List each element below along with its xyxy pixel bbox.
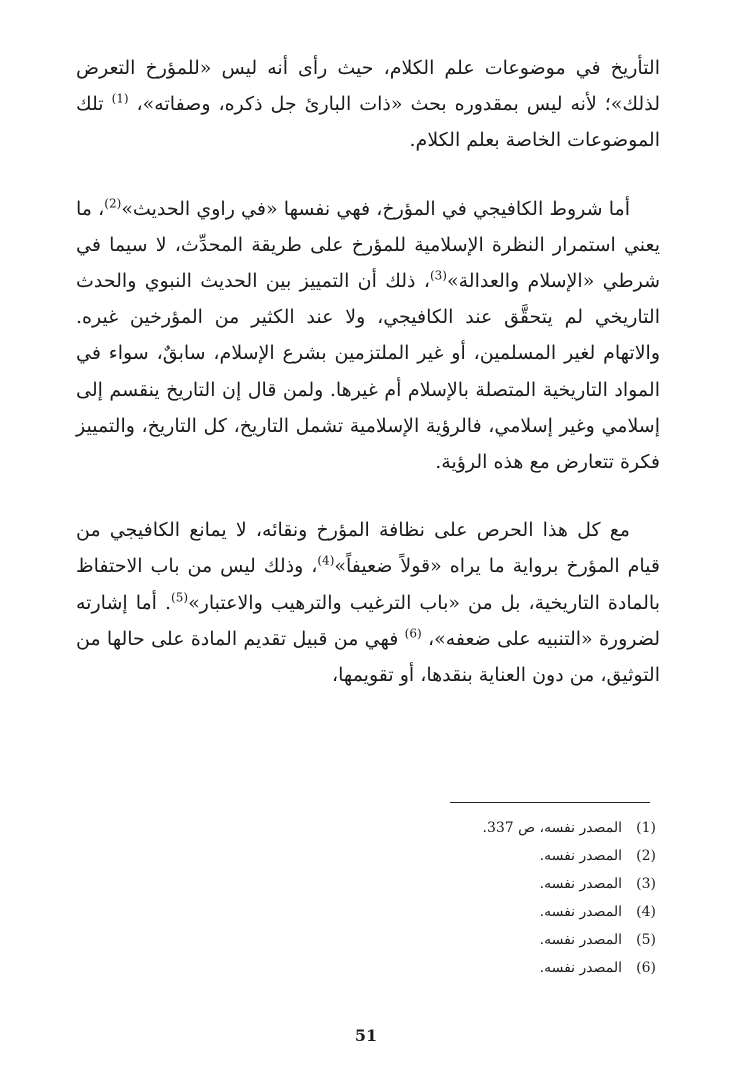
footnote-text: المصدر نفسه، ص 337. <box>482 820 622 836</box>
footnote-ref: (4) <box>317 554 335 569</box>
footnote-ref: (5) <box>171 590 189 605</box>
paragraph-2 <box>76 191 660 481</box>
footnote-number: (2) <box>636 848 656 864</box>
footnote-text: المصدر نفسه. <box>539 960 622 976</box>
paragraph-text: التأريخ في موضوعات علم الكلام، حيث رأى أنه ليس «للمؤرخ التعرض لذلك»؛ لأنه ليس بمقدوره بحث «ذات البارئ جل ذكره، وصفاته»، <box>76 57 660 116</box>
footnote-number: (5) <box>636 932 656 948</box>
paragraph-text: فهي من قبيل تقديم المادة على حالها من التوثيق، من دون العناية بنقدها، أو تقويمها، <box>76 627 660 687</box>
footnote-item <box>256 814 656 842</box>
paragraph-text: ، ما يعني استمرار النظرة الإسلامية للمؤرخ على طريقة المحدِّث، لا سيما في شرطي «الإسلام والعدالة» <box>76 197 660 293</box>
footnote-text: المصدر نفسه. <box>539 876 622 892</box>
footnote-ref: (1) <box>111 91 129 106</box>
footnote-text: المصدر نفسه. <box>539 848 622 864</box>
paragraph-text: ، وذلك ليس من باب الاحتفاظ بالمادة التاريخية، بل من «باب الترغيب والترهيب والاعتبار» <box>76 555 660 614</box>
footnote-item <box>256 954 656 982</box>
footnote-separator <box>450 802 650 803</box>
footnote-item <box>256 898 656 926</box>
footnote-number: (6) <box>636 960 656 976</box>
footnote-number: (1) <box>636 820 656 836</box>
footnote-ref: (3) <box>429 268 447 283</box>
paragraph-text: ، ذلك أن التمييز بين الحديث النبوي والحدث التاريخي لم يتحقَّق عند الكافيجي، ولا عند الكثير من المؤرخين غيره. والاتهام لغير المسلمين، أو غير الملتزمين بشرع الإسلام، سابقٌ، سواء في المواد التاريخية المتصلة بالإسلام أم غيرها. ولمن قال إن التاريخ ينقسم إلى إسلامي وغير إسلامي، فالرؤية الإسلامية تشمل التاريخ، كل التاريخ، والتمييز فكرة تتعارض مع هذه الرؤية. <box>76 270 660 474</box>
footnote-number: (4) <box>636 904 656 920</box>
footnote-ref: (6) <box>404 626 422 641</box>
paragraph-3 <box>76 512 660 693</box>
page-number: 51 <box>354 1026 378 1045</box>
footnote-item <box>256 842 656 870</box>
footnote-item <box>256 926 656 954</box>
page-body <box>76 50 660 693</box>
paragraph-1 <box>76 50 660 159</box>
footnote-ref: (2) <box>104 196 122 211</box>
paragraph-text: أما شروط الكافيجي في المؤرخ، فهي نفسها «في راوي الحديث» <box>121 197 631 220</box>
paragraph-gap <box>76 480 660 512</box>
paragraph-text: مع كل هذا الحرص على نظافة المؤرخ ونقائه، لا يمانع الكافيجي من قيام المؤرخ برواية ما يراه «قولاً ضعيفاً» <box>76 519 660 578</box>
footnote-number: (3) <box>636 876 656 892</box>
paragraph-gap <box>76 159 660 191</box>
footnote-text: المصدر نفسه. <box>539 932 622 948</box>
footnote-item <box>256 870 656 898</box>
paragraph-text: . أما إشارته لضرورة «التنبيه على ضعفه»، <box>76 591 661 650</box>
footnotes-list <box>256 814 656 982</box>
paragraph-text: تلك الموضوعات الخاصة بعلم الكلام. <box>76 93 660 152</box>
footnote-text: المصدر نفسه. <box>539 904 622 920</box>
